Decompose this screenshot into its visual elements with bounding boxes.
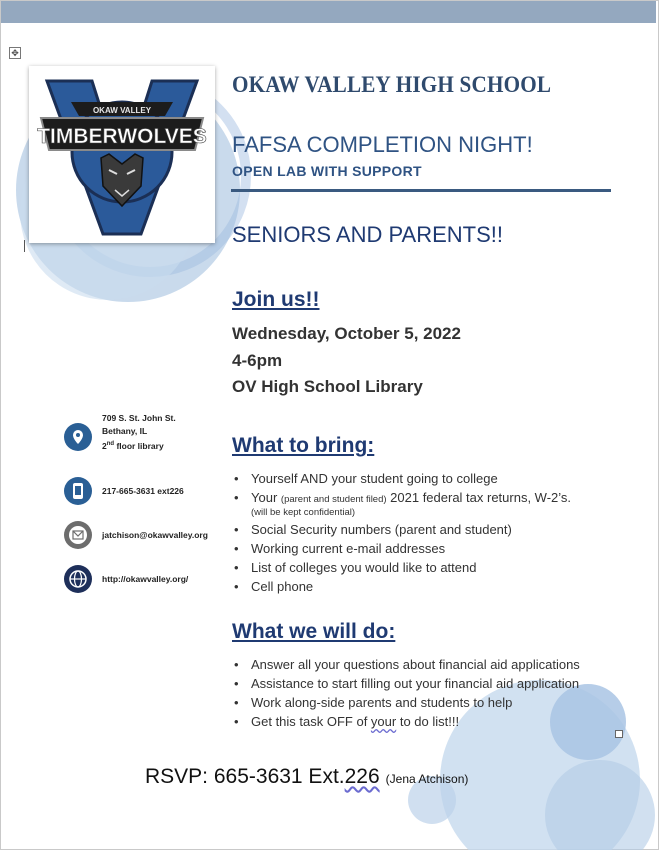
join-heading: Join us!! [232, 288, 320, 311]
address-floor: 2nd floor library [102, 440, 164, 451]
address-street: 709 S. St. John St. [102, 413, 176, 423]
contact-address [102, 412, 176, 453]
bring-heading: What to bring: [232, 434, 375, 457]
contact-email[interactable]: jatchison@okawvalley.org [102, 530, 208, 540]
contact-website[interactable]: http://okawvalley.org/ [102, 574, 189, 584]
list-item: • Assistance to start filling out your financial aid application [232, 674, 580, 693]
email-icon [64, 521, 92, 549]
school-logo [29, 66, 215, 243]
list-item: • Get this task OFF of your to do list!!! [232, 712, 580, 731]
logo-banner-text: OKAW VALLEY [92, 106, 152, 115]
list-item: • List of colleges you would like to attend [232, 558, 571, 577]
do-list [232, 655, 580, 731]
list-item: • Your (parent and student filed) 2021 federal tax returns, W-2’s. (will be kept confidential) [232, 488, 571, 518]
list-item: • Work along-side parents and students to help [232, 693, 580, 712]
bring-list [232, 469, 571, 596]
event-title: FAFSA COMPLETION NIGHT! [232, 132, 533, 157]
do-heading: What we will do: [232, 620, 396, 643]
text-cursor [24, 240, 25, 252]
location-pin-icon [64, 423, 92, 451]
event-time: 4-6pm [232, 351, 283, 370]
list-item: • Working current e-mail addresses [232, 539, 571, 558]
resize-handle-icon[interactable] [615, 730, 623, 738]
event-subtitle: OPEN LAB WITH SUPPORT [232, 163, 422, 179]
divider-line [231, 189, 611, 192]
audience-heading: SENIORS AND PARENTS!! [232, 222, 503, 247]
list-item: • Social Security numbers (parent and student) [232, 520, 571, 539]
phone-icon [64, 477, 92, 505]
contact-phone[interactable]: 217-665-3631 ext226 [102, 486, 184, 496]
address-city: Bethany, IL [102, 426, 148, 436]
school-name: OKAW VALLEY HIGH SCHOOL [232, 72, 552, 97]
event-date: Wednesday, October 5, 2022 [232, 324, 461, 343]
list-item: • Cell phone [232, 577, 571, 596]
globe-icon [64, 565, 92, 593]
logo-wordmark: TIMBERWOLVES [37, 125, 207, 148]
confidential-note: (will be kept confidential) [251, 507, 356, 518]
list-item: • Answer all your questions about financial aid applications [232, 655, 580, 674]
list-item: • Yourself AND your student going to college [232, 469, 571, 488]
rsvp-line: RSVP: 665-3631 Ext.226 (Jena Atchison) [145, 765, 469, 788]
event-location: OV High School Library [232, 377, 423, 396]
table-move-handle-icon[interactable]: ✥ [9, 47, 21, 59]
